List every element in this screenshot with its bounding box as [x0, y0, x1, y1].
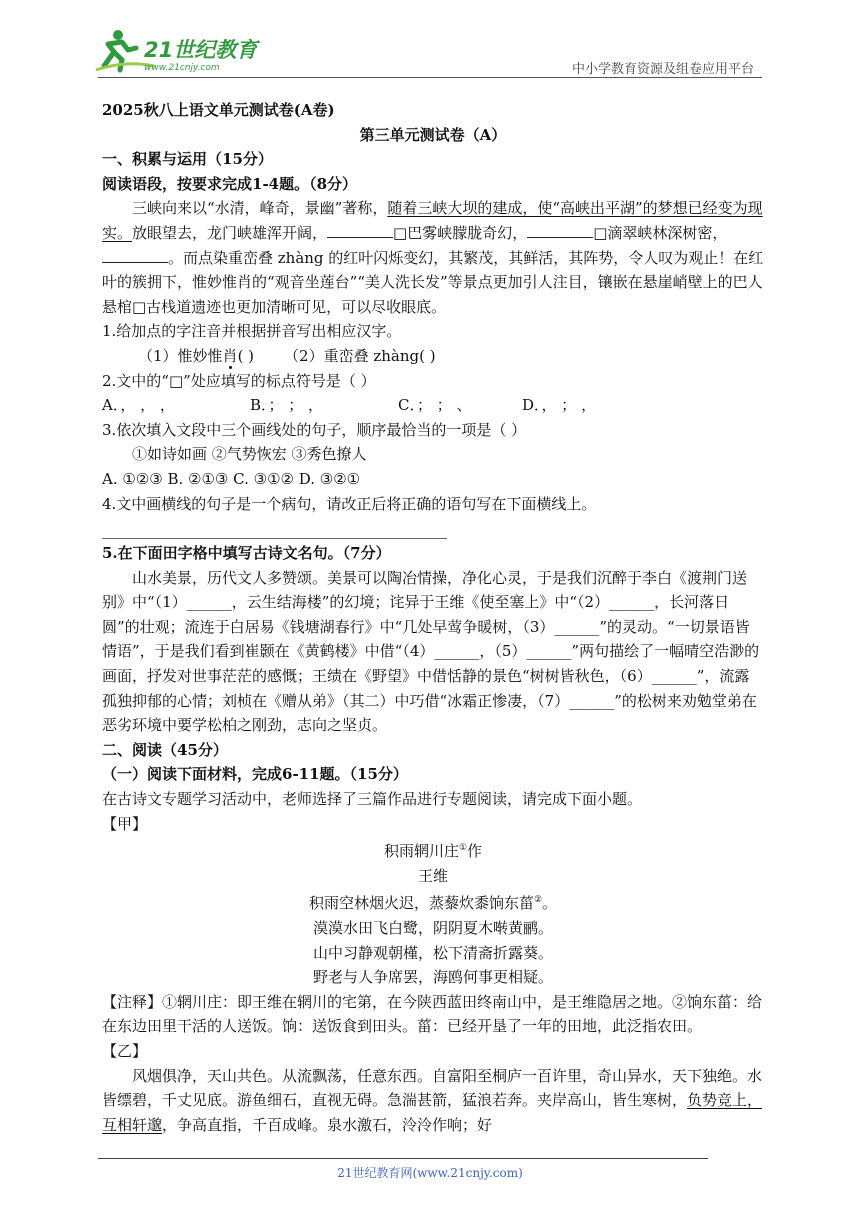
question-5: 5.在下面田字格中填写古诗文名句。（7分） [102, 544, 391, 563]
question-3-options: A. ①②③ B. ②①③ C. ③①② D. ③②① [102, 469, 361, 488]
poem-title: 积雨辋川庄①作 [383, 842, 483, 861]
question-4: 4.文中画横线的句子是一个病句，请改正后将正确的语句写在下面横线上。 [102, 494, 597, 513]
passage-yi: 风烟俱净，天山共色。从流飘荡，任意东西。自富阳至桐庐一百许里，奇山异水，天下独绝。水皆缥碧，千丈见底。游鱼细石，直视无碍。急湍甚箭，猛浪若奔。夹岸高山，皆生寒树，负势竞上，互相轩邈，争高直指，千百成峰。泉水激石，泠泠作响；好 [102, 1066, 763, 1134]
page-header [94, 20, 760, 78]
fill-blank[interactable] [527, 223, 593, 238]
faulty-sentence: 随着三峡大坝的建成，使“高峡出平湖”的梦想已经变为现实。 [102, 199, 763, 242]
logo-url: www.21cnjy.com [144, 63, 220, 73]
label-jia: 【甲】 [102, 814, 148, 833]
question-5-text: 山水美景，历代文人多赞颂。美景可以陶冶情操，净化心灵，于是我们沉醉于李白《渡荆门送别》中“（1）______，云生结海楼”的幻境；诧异于王维《使至塞上》中“（2）______，长河落日圆”的壮观；流连于白居易《钱塘湖春行》中“几处早莺争暖树，（3）______”的灵动。“一切景语皆情语”，于是我们看到崔颢在《黄鹤楼》中借“（4）______，（5）______”两句描绘了一幅晴空浩渺的画面，抒发对世事茫茫的感慨；王绩在《野望》中借恬静的景色“树树皆秋色，（6）______”，流露孤独抑郁的心情；刘桢在《赠从弟》（其二）中巧借“冰霜正惨凄，（7）______”的松树来劝勉堂弟在恶劣环境中要学松柏之刚劲，志向之坚贞。 [102, 568, 760, 735]
logo-text: 21世纪教育 [144, 38, 258, 62]
platform-label: 中小学教育资源及组卷应用平台 [571, 62, 754, 77]
passage-1: 三峡向来以“水清，峰奇，景幽”著称，随着三峡大坝的建成，使“高峡出平湖”的梦想已经变为现实。放眼望去，龙门峡雄浑开阔， □巴雾峡朦胧奇幻， □滴翠峡林深树密，。而点染重峦叠 zhàng 的红叶闪烁变幻，其繁茂，其鲜活，其阵势，令人叹为观止！在红叶的簇拥下，惟妙惟肖的“观音坐莲台”“美人洗长发”等景点更加引人注目，镶嵌在悬崖峭壁上的巴人悬棺□古栈道遗迹也更加清晰可见，可以尽收眼底。 [102, 199, 764, 316]
answer-line[interactable] [102, 516, 447, 539]
section-heading-1: 一、积累与运用（15分） [102, 150, 273, 169]
footer-link[interactable]: 21世纪教育网(www.21cnjy.com) [337, 1166, 523, 1180]
question-3: 3.依次填入文段中三个画线处的句子，顺序最恰当的一项是（ ） [102, 420, 527, 439]
underlined-phrase: 负势竞上，互相轩邈 [102, 1091, 763, 1134]
question-group-heading: 阅读语段，按要求完成1-4题。（8分） [102, 174, 358, 193]
poem-line: 野老与人争席罢，海鸥何事更相疑。 [312, 968, 553, 987]
question-2: 2.文中的“□”处应填写的标点符号是（ ） [102, 371, 376, 390]
subsection-heading: （一）阅读下面材料，完成6-11题。（15分） [102, 765, 408, 784]
document-body [102, 98, 764, 1137]
poem-author: 王维 [417, 866, 448, 885]
section-heading-2: 二、阅读（45分） [102, 740, 228, 759]
reading-intro: 在古诗文专题学习活动中，老师选择了三篇作品进行专题阅读，请完成下面小题。 [102, 790, 643, 809]
question-3-items: ①如诗如画 ②气势恢宏 ③秀色撩人 [132, 445, 367, 464]
poem-line: 漠漠水田飞白鹭，阴阴夏木啭黄鹂。 [312, 919, 553, 937]
label-yi: 【乙】 [102, 1041, 148, 1060]
poem-notes: 【注释】①辋川庄：即王维在辋川的宅第，在今陕西蓝田终南山中，是王维隐居之地。②饷东菑：给在东边田里干活的人送饭。饷：送饭食到田头。菑：已经开垦了一年的田地，此泛指农田。 [102, 992, 763, 1036]
fill-blank[interactable] [102, 248, 168, 263]
dotted-char: 肖 [222, 346, 238, 365]
footer-divider [98, 1158, 708, 1159]
fill-blank[interactable] [327, 223, 393, 238]
poem-line: 积雨空林烟火迟，蒸藜炊黍饷东菑②。 [308, 894, 558, 913]
question-1-items: （1）惟妙惟肖( ) （2）重峦叠 zhàng( ) [138, 346, 436, 365]
question-2-options: A．， ， ， B．； ； ， C．； ； 、 D．， ； ， [102, 396, 597, 415]
unit-title: 第三单元测试卷（A） [359, 125, 507, 144]
question-1: 1.给加点的字注音并根据拼音写出相应汉字。 [102, 322, 402, 341]
header-divider [98, 77, 762, 78]
exam-title: 2025秋八上语文单元测试卷(A卷) [102, 101, 335, 119]
poem-line: 山中习静观朝槿，松下清斋折露葵。 [312, 943, 553, 962]
logo [94, 26, 264, 74]
